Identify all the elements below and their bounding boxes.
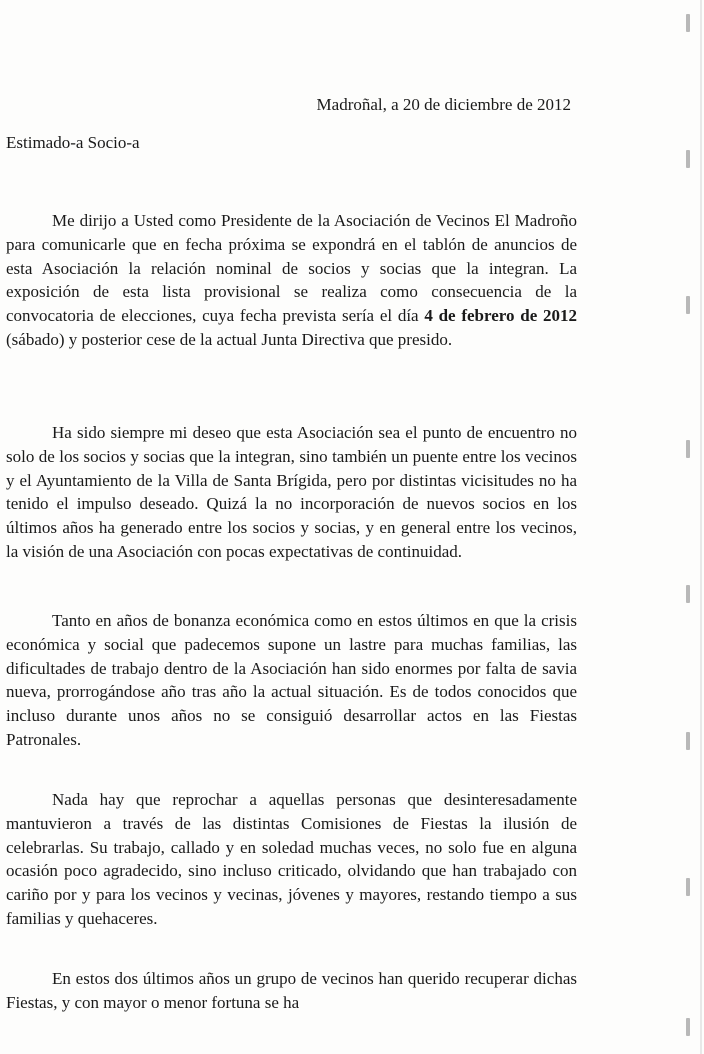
binder-hole-mark — [686, 585, 690, 603]
paragraph-3 — [6, 609, 577, 752]
date-line: Madroñal, a 20 de diciembre de 2012 — [316, 95, 571, 114]
election-date: 4 de febrero de 2012 — [424, 306, 577, 326]
greeting: Estimado-a Socio-a — [6, 133, 140, 152]
binder-hole-mark — [686, 440, 690, 458]
paragraph-1 — [6, 209, 577, 352]
paragraph-1-text-a: Me dirijo a Usted como Presidente de la Asociación de Vecinos El Madroño para comunicarle que en fecha próxima se expondrá en el tablón de anuncios de esta Asociación la relación nominal de socios y socias que la integran. La exposición de esta lista provisional se realiza como consecuencia de la convocatoria de elecciones, cuya fecha prevista sería el día — [6, 211, 577, 326]
paragraph-3-text: Tanto en años de bonanza económica como en estos últimos en que la crisis económica y social que padecemos supone un lastre para muchas familias, las dificultades de trabajo dentro de la Asociación han sido enormes por falta de savia nueva, prorrogándose año tras año la actual situación. Es de todos conocidos que incluso durante unos años no se consiguió desarrollar actos en las Fiestas Patronales. — [6, 611, 577, 749]
paragraph-4 — [6, 788, 577, 931]
binder-hole-mark — [686, 150, 690, 168]
page-edge — [700, 0, 702, 1054]
paragraph-4-text: Nada hay que reprochar a aquellas personas que desinteresadamente mantuvieron a través de las distintas Comisiones de Fiestas la ilusión de celebrarlas. Su trabajo, callado y en soledad muchas veces, no solo fue en alguna ocasión poco agradecido, sino incluso criticado, olvidando que han trabajado con cariño por y para los vecinos y vecinas, jóvenes y mayores, restando tiempo a sus familias y quehaceres. — [6, 790, 577, 928]
binder-hole-mark — [686, 878, 690, 896]
binder-hole-mark — [686, 296, 690, 314]
paragraph-5-text: En estos dos últimos años un grupo de vecinos han querido recuperar dichas Fiestas, y con mayor o menor fortuna se ha — [6, 969, 577, 1012]
paragraph-5 — [6, 967, 577, 1015]
binder-hole-mark — [686, 1018, 690, 1036]
paragraph-2 — [6, 421, 577, 564]
binder-hole-mark — [686, 14, 690, 32]
binder-hole-mark — [686, 732, 690, 750]
paragraph-1-text-b: (sábado) y posterior cese de la actual Junta Directiva que presido. — [6, 329, 453, 349]
paragraph-2-text: Ha sido siempre mi deseo que esta Asociación sea el punto de encuentro no solo de los socios y socias que la integran, sino también un puente entre los vecinos y el Ayuntamiento de la Villa de Santa Brígida, pero por distintas vicisitudes no ha tenido el impulso deseado. Quizá la no incorporación de nuevos socios en los últimos años ha generado entre los socios y socias, y en general entre los vecinos, la visión de una Asociación con pocas expectativas de continuidad. — [6, 423, 577, 561]
